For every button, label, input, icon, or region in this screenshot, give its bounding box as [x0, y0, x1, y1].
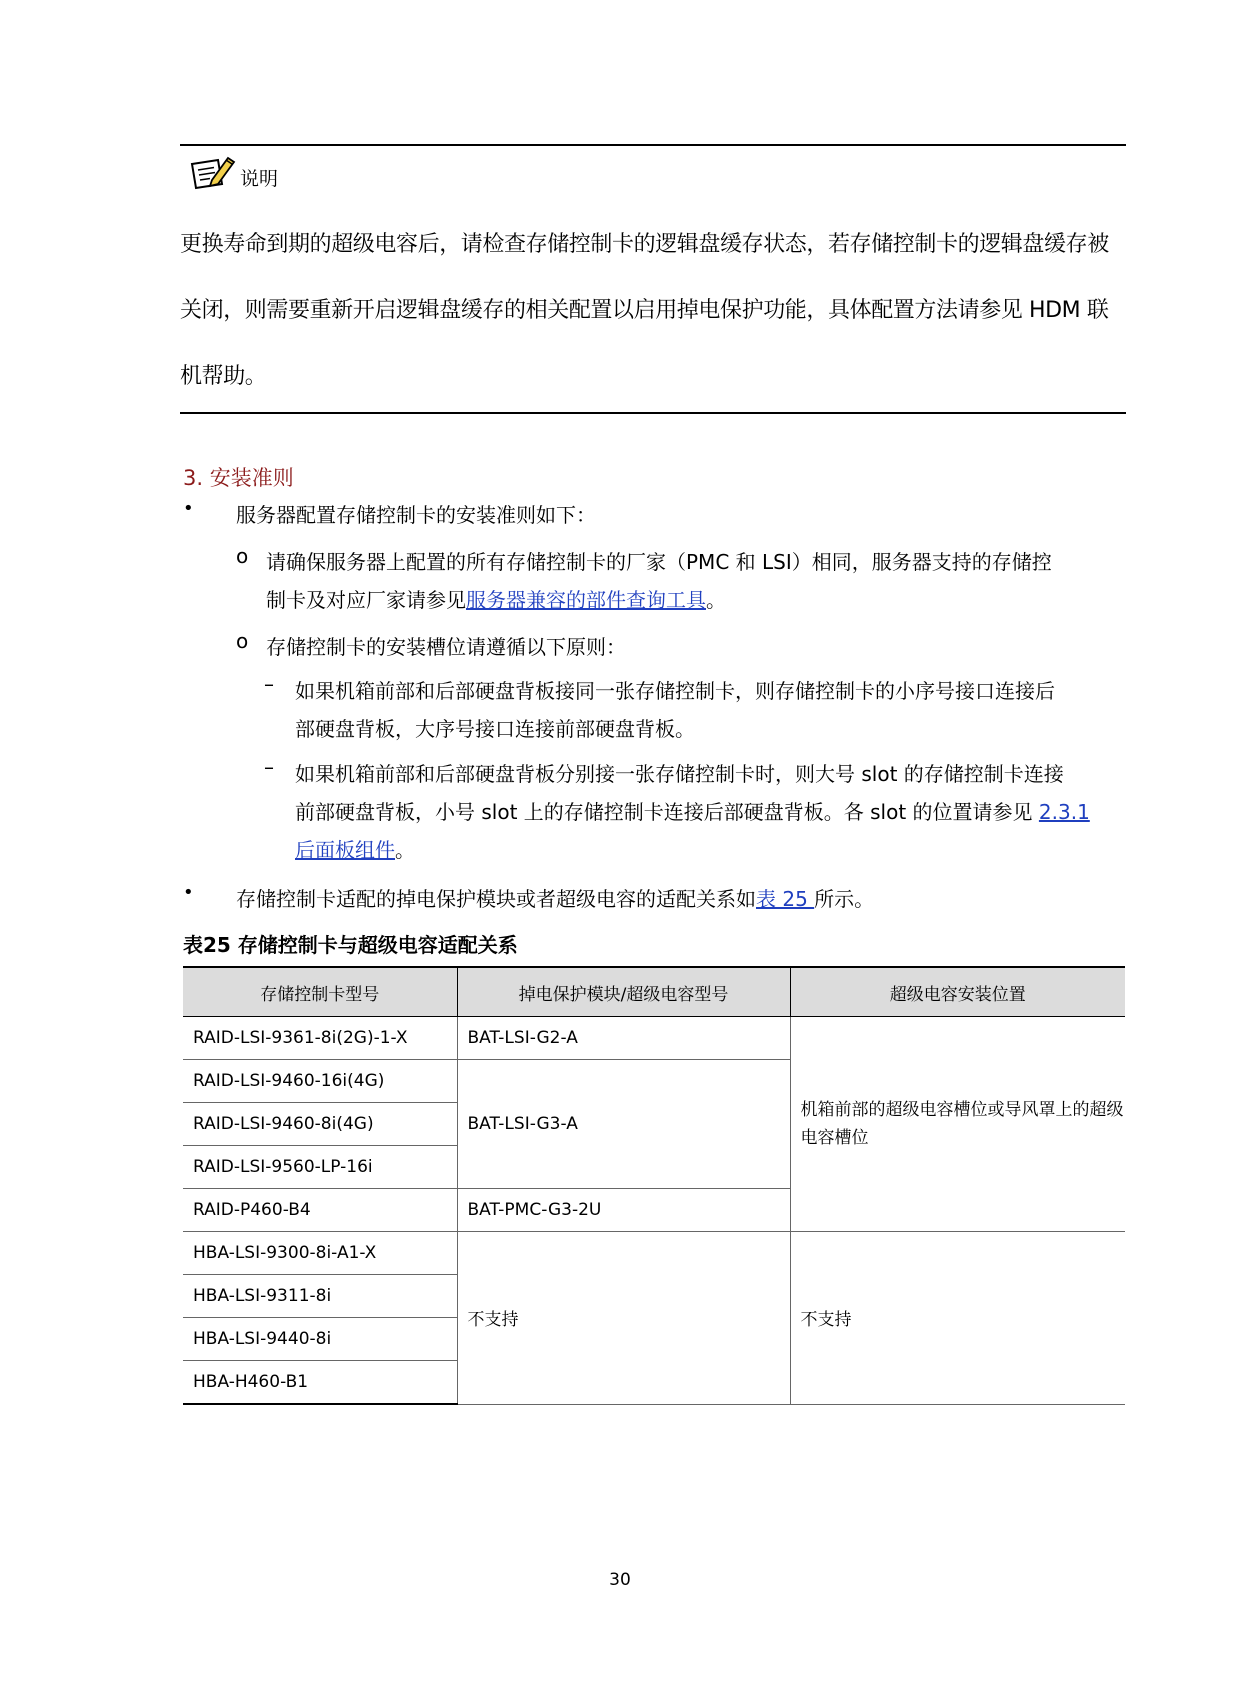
note-pencil-icon: [188, 154, 236, 194]
dash-1-line-1: 如果机箱前部和后部硬盘背板接同一张存储控制卡，则存储控制卡的小序号接口连接后: [295, 679, 1055, 703]
note-title: 说明: [240, 168, 279, 190]
cell-module: BAT-LSI-G2-A: [457, 1017, 790, 1060]
section-heading: 3. 安装准则: [183, 466, 294, 490]
bullet-2-text: [236, 880, 874, 918]
cell-model: HBA-H460-B1: [183, 1361, 457, 1405]
note-line-3: 机帮助。: [180, 364, 267, 389]
note-box: [180, 144, 1126, 414]
table-row: [183, 1232, 1125, 1275]
dash-2-line-2: [295, 793, 1090, 831]
header-model: 存储控制卡型号: [183, 967, 457, 1017]
dash-1-marker: –: [264, 672, 274, 696]
compat-tool-link[interactable]: 服务器兼容的部件查询工具: [466, 588, 706, 612]
cell-model: RAID-LSI-9460-16i(4G): [183, 1060, 457, 1103]
bullet-1-marker: •: [183, 498, 194, 519]
cell-model: RAID-LSI-9560-LP-16i: [183, 1146, 457, 1189]
sub-bullet-2-text: 存储控制卡的安装槽位请遵循以下原则：: [266, 635, 626, 659]
sub-bullet-1-post: 。: [706, 588, 726, 612]
cell-model: RAID-P460-B4: [183, 1189, 457, 1232]
sub-bullet-2-marker: o: [236, 629, 249, 653]
dash-2-line-3: [295, 831, 415, 869]
note-line-1: 更换寿命到期的超级电容后，请检查存储控制卡的逻辑盘缓存状态，若存储控制卡的逻辑盘缓存被: [180, 232, 1109, 257]
cell-location: 机箱前部的超级电容槽位或导风罩上的超级电容槽位: [790, 1017, 1125, 1232]
dash-1-line-2: 部硬盘背板，大序号接口连接前部硬盘背板。: [295, 717, 695, 741]
rear-panel-link[interactable]: 后面板组件: [295, 838, 395, 862]
header-module: 掉电保护模块/超级电容型号: [457, 967, 790, 1017]
cell-model: RAID-LSI-9460-8i(4G): [183, 1103, 457, 1146]
note-line-2: 关闭，则需要重新开启逻辑盘缓存的相关配置以启用掉电保护功能，具体配置方法请参见 HDM 联: [180, 298, 1109, 323]
dash-2-post: 。: [395, 838, 415, 862]
sub-bullet-1-marker: o: [236, 544, 249, 568]
table-25-link[interactable]: 表 25: [756, 887, 815, 911]
table-row: [183, 1017, 1125, 1060]
cell-location: 不支持: [790, 1232, 1125, 1405]
header-location: 超级电容安装位置: [790, 967, 1125, 1017]
bullet-2-pre: 存储控制卡适配的掉电保护模块或者超级电容的适配关系如: [236, 887, 756, 911]
table-header-row: [183, 967, 1125, 1017]
cell-model: HBA-LSI-9300-8i-A1-X: [183, 1232, 457, 1275]
section-2-3-1-link[interactable]: 2.3.1: [1038, 800, 1090, 824]
sub-bullet-1-line-1: 请确保服务器上配置的所有存储控制卡的厂家（PMC 和 LSI）相同，服务器支持的存储控: [266, 550, 1052, 574]
cell-module: BAT-PMC-G3-2U: [457, 1189, 790, 1232]
page-number: 30: [609, 1570, 631, 1590]
bullet-2-marker: •: [183, 882, 194, 903]
dash-2-line-1: 如果机箱前部和后部硬盘背板分别接一张存储控制卡时，则大号 slot 的存储控制卡连接: [295, 762, 1064, 786]
bullet-1-text: 服务器配置存储控制卡的安装准则如下：: [236, 503, 596, 527]
sub-bullet-1-pre: 制卡及对应厂家请参见: [266, 588, 466, 612]
cell-model: RAID-LSI-9361-8i(2G)-1-X: [183, 1017, 457, 1060]
cell-module: 不支持: [457, 1232, 790, 1405]
note-text: [180, 212, 1126, 410]
sub-bullet-1-line-2: [266, 581, 726, 619]
compat-table: [183, 966, 1125, 1405]
cell-module: BAT-LSI-G3-A: [457, 1060, 790, 1189]
dash-2-pre: 前部硬盘背板，小号 slot 上的存储控制卡连接后部硬盘背板。各 slot 的位置请参见: [295, 800, 1039, 824]
note-header: [180, 146, 1126, 206]
note-bottom-rule: [180, 412, 1126, 414]
cell-model: HBA-LSI-9311-8i: [183, 1275, 457, 1318]
cell-model: HBA-LSI-9440-8i: [183, 1318, 457, 1361]
dash-2-marker: –: [264, 755, 274, 779]
bullet-2-post: 所示。: [814, 887, 875, 911]
table-caption: 表25 存储控制卡与超级电容适配关系: [183, 933, 518, 957]
